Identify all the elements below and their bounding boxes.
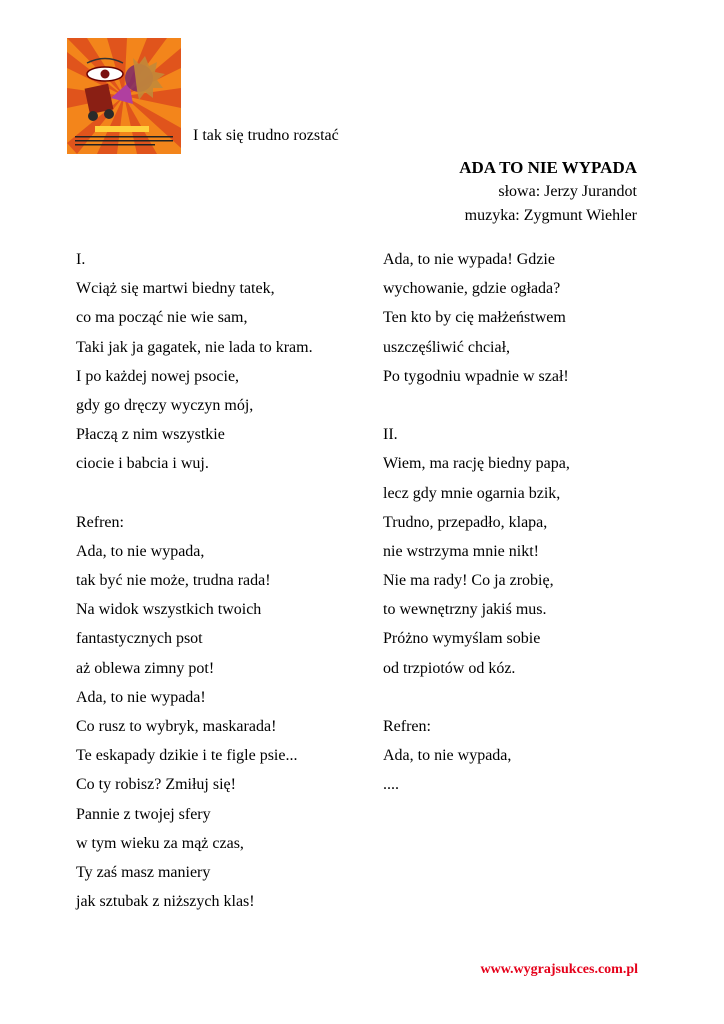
lyric-line: Wciąż się martwi biedny tatek, xyxy=(76,280,275,298)
lyric-line: Płaczą z nim wszystkie xyxy=(76,426,225,444)
lyric-line: jak sztubak z niższych klas! xyxy=(76,893,255,911)
lyric-line: Refren: xyxy=(76,513,124,531)
song-title: ADA TO NIE WYPADA xyxy=(459,158,637,177)
lyrics-column-right xyxy=(383,250,570,805)
lyric-line: Na widok wszystkich twoich xyxy=(76,601,262,619)
lyrics-column-left xyxy=(76,250,313,921)
lyrics-credit: słowa: Jerzy Jurandot xyxy=(498,183,637,200)
lyric-line: II. xyxy=(383,426,398,444)
footer-website-link[interactable]: www.wygrajsukces.com.pl xyxy=(480,962,638,977)
lyric-line: nie wstrzyma mnie nikt! xyxy=(383,542,539,560)
lyric-line: wychowanie, gdzie ogłada? xyxy=(383,280,561,298)
lyric-line: aż oblewa zimny pot! xyxy=(76,659,215,677)
lyric-line: Po tygodniu wpadnie w szał! xyxy=(383,367,569,385)
lyric-line: to wewnętrzny jakiś mus. xyxy=(383,601,547,619)
lyric-line: Pannie z twojej sfery xyxy=(76,805,211,823)
lyric-line: Ada, to nie wypada! Gdzie xyxy=(383,251,555,268)
lyric-line xyxy=(383,396,570,425)
lyric-line: I po każdej nowej psocie, xyxy=(76,367,240,385)
lyric-line: Refren: xyxy=(383,718,431,735)
lyric-line: ciocie i babcia i wuj. xyxy=(76,455,209,473)
music-credit: muzyka: Zygmunt Wiehler xyxy=(464,207,637,224)
lyric-line: Ada, to nie wypada, xyxy=(383,747,512,765)
lyric-line: Ten kto by cię małżeństwem xyxy=(383,309,566,327)
lyric-line: w tym wieku za mąż czas, xyxy=(76,834,244,852)
lyric-line: Nie ma rady! Co ja zrobię, xyxy=(383,572,554,590)
lyric-line: Ada, to nie wypada, xyxy=(76,542,205,560)
lyric-line: fantastycznych psot xyxy=(76,630,203,648)
lyric-line: Taki jak ja gagatek, nie lada to kram. xyxy=(76,338,313,356)
lyric-line xyxy=(383,688,570,717)
album-title: I tak się trudno rozstać xyxy=(193,127,339,144)
lyric-line: lecz gdy mnie ogarnia bzik, xyxy=(383,484,561,502)
lyric-line: Ty zaś masz maniery xyxy=(76,863,211,881)
lyric-line: Te eskapady dzikie i te figle psie... xyxy=(76,747,298,765)
album-cover-image xyxy=(67,38,181,154)
lyric-line xyxy=(76,484,313,513)
lyric-line: Co ty robisz? Zmiłuj się! xyxy=(76,776,236,794)
lyric-line: I. xyxy=(76,251,86,268)
lyric-line: Co rusz to wybryk, maskarada! xyxy=(76,718,277,735)
lyric-line: .... xyxy=(383,776,399,794)
lyric-line: tak być nie może, trudna rada! xyxy=(76,572,271,590)
lyric-line: co ma począć nie wie sam, xyxy=(76,309,248,327)
lyric-line: od trzpiotów od kóz. xyxy=(383,659,516,677)
lyric-line: Ada, to nie wypada! xyxy=(76,688,206,706)
lyric-line: gdy go dręczy wyczyn mój, xyxy=(76,396,254,414)
lyric-line: Trudno, przepadło, klapa, xyxy=(383,513,548,531)
lyric-line: uszczęśliwić chciał, xyxy=(383,338,511,356)
lyric-line: Próżno wymyślam sobie xyxy=(383,630,541,648)
lyric-line: Wiem, ma rację biedny papa, xyxy=(383,455,570,473)
